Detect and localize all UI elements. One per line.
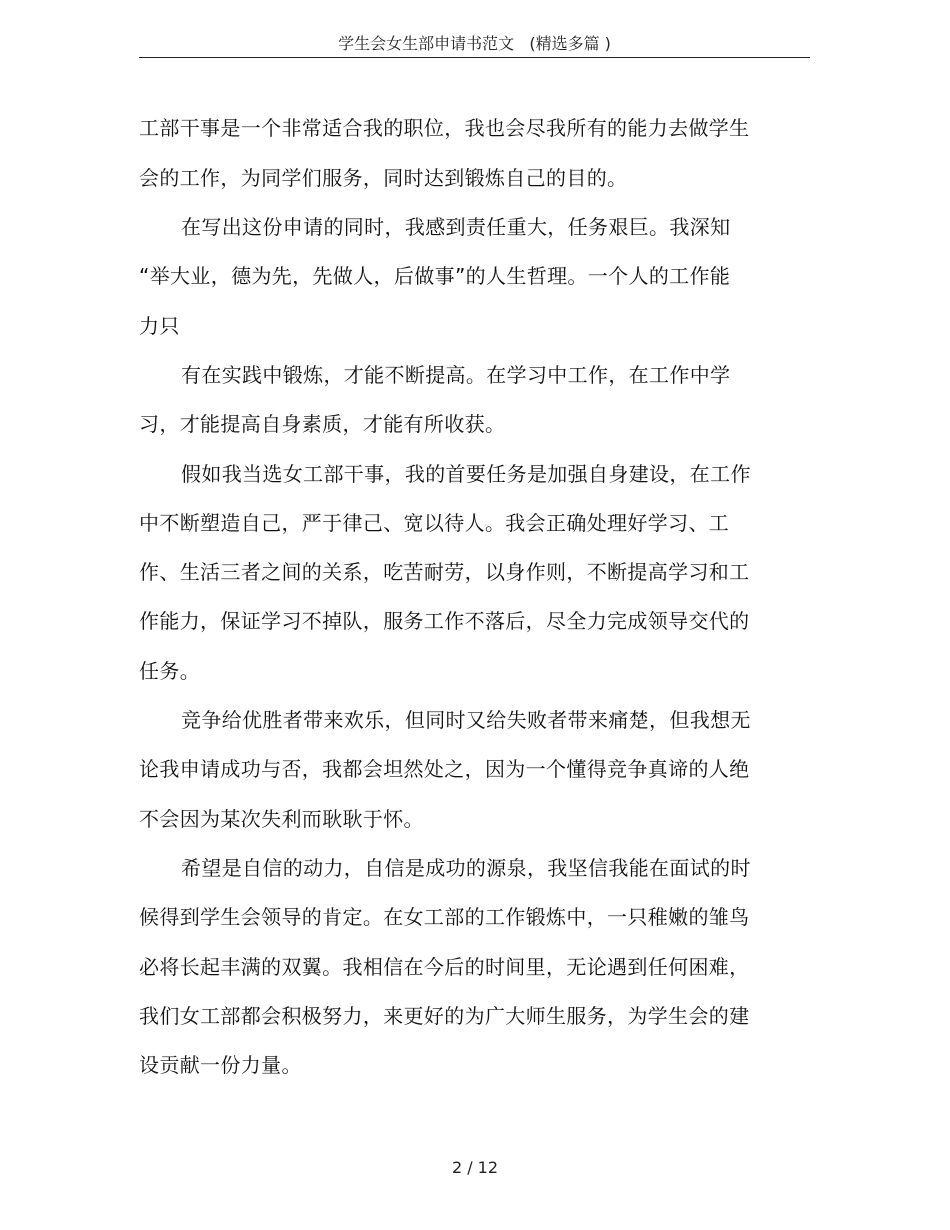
body-line: 论我申请成功与否，我都会坦然处之，因为一个懂得竞争真谛的人绝 xyxy=(139,757,750,781)
page-header xyxy=(139,30,810,58)
paragraph-first-line: 有在实践中锻炼，才能不断提高。在学习中工作，在工作中学 xyxy=(181,363,731,387)
body-line: 作、生活三者之间的关系，吃苦耐劳，以身作则，不断提高学习和工 xyxy=(139,560,750,584)
paragraph-first-line: 竞争给优胜者带来欢乐，但同时又给失败者带来痛楚，但我想无 xyxy=(181,708,751,732)
body-line: 设贡献一份力量。 xyxy=(139,1053,302,1077)
body-line: 中不断塑造自己，严于律己、宽以待人。我会正确处理好学习、工 xyxy=(139,511,730,535)
body-line: 必将长起丰满的双翼。我相信在今后的时间里，无论遇到任何困难， xyxy=(139,955,750,979)
paragraph-first-line: 在写出这份申请的同时，我感到责任重大，任务艰巨。我深知 xyxy=(181,215,731,239)
body-line: 候得到学生会领导的肯定。在女工部的工作锻炼中，一只稚嫩的雏鸟 xyxy=(139,905,750,929)
body-line: 工部干事是一个非常适合我的职位，我也会尽我所有的能力去做学生 xyxy=(139,116,750,140)
body-line: 任务。 xyxy=(139,659,201,683)
paragraph-first-line: 希望是自信的动力，自信是成功的源泉，我坚信我能在面试的时 xyxy=(181,856,751,880)
body-line: 不会因为某次失利而耿耿于怀。 xyxy=(139,807,424,831)
body-line: “举大业，德为先，先做人，后做事”的人生哲理。一个人的工作能 xyxy=(139,264,731,288)
body-line: 力只 xyxy=(139,314,180,338)
document-title: 学生会女生部申请书范文 (精选多篇 ) xyxy=(338,34,611,53)
page-number: 2 / 12 xyxy=(451,1158,499,1177)
body-line: 习，才能提高自身素质，才能有所收获。 xyxy=(139,412,506,436)
body-line: 作能力，保证学习不掉队，服务工作不落后，尽全力完成领导交代的 xyxy=(139,609,750,633)
paragraph-first-line: 假如我当选女工部干事，我的首要任务是加强自身建设，在工作 xyxy=(181,462,751,486)
body-line: 会的工作，为同学们服务，同时达到锻炼自己的目的。 xyxy=(139,166,628,190)
body-line: 我们女工部都会积极努力，来更好的为广大师生服务，为学生会的建 xyxy=(139,1004,750,1028)
